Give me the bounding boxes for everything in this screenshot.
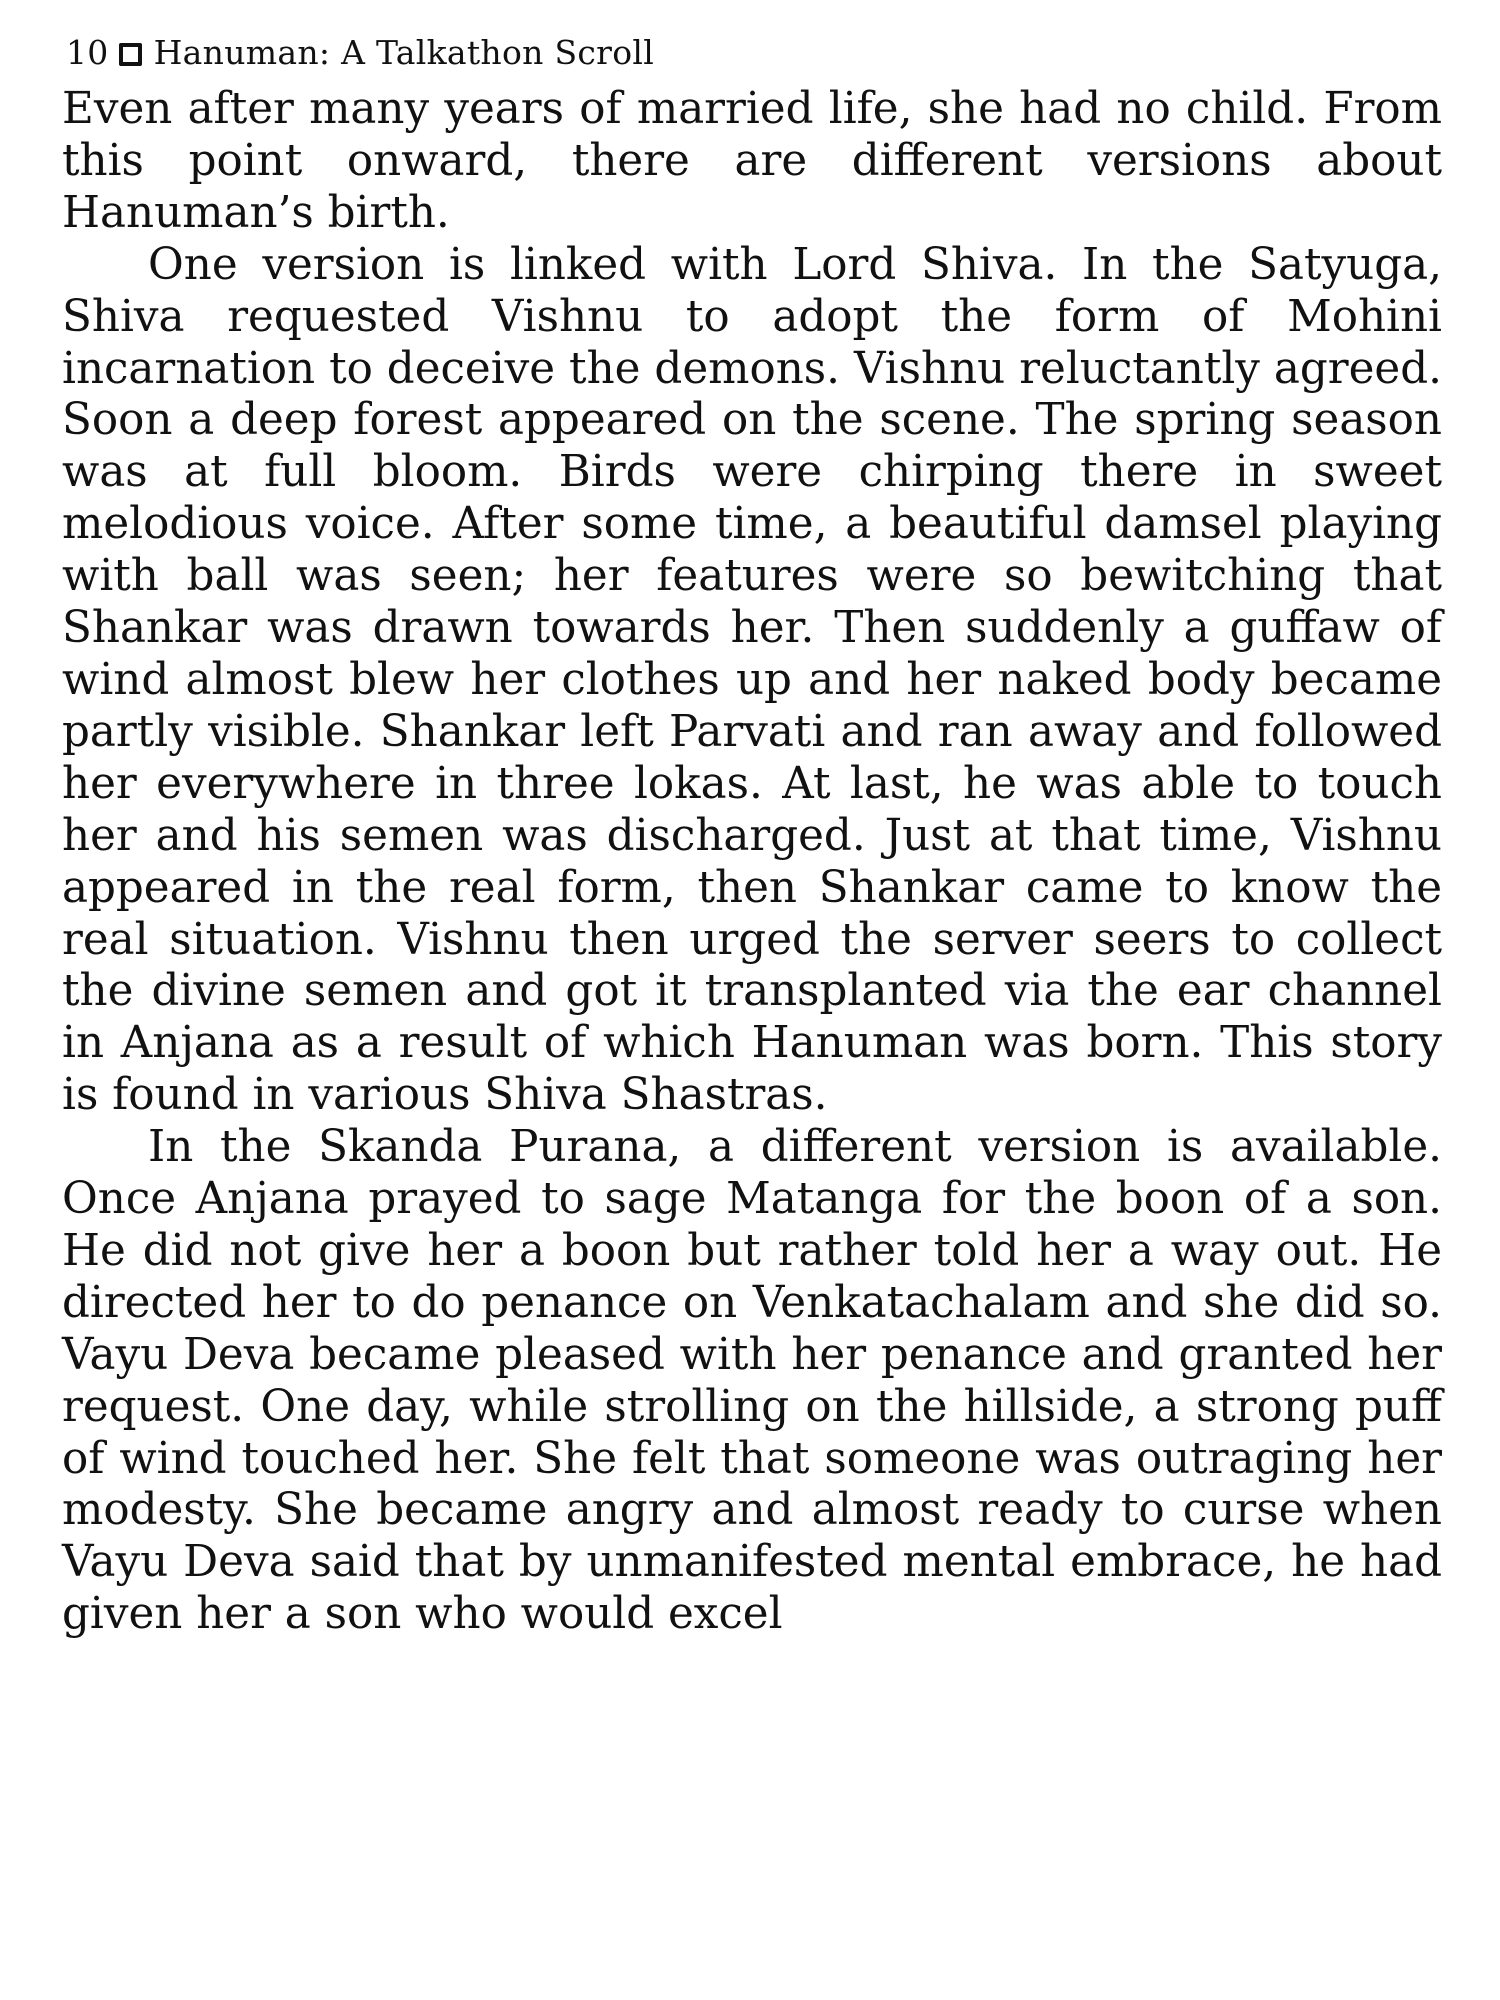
running-title: Hanuman: A Talkathon Scroll	[153, 33, 655, 72]
paragraph-3: In the Skanda Purana, a different version is available. Once Anjana prayed to sage Matanga for the boon of a son. He did not give her a boon but rather told her a way out. He directed her to do penance on Venkatachalam and she did so. Vayu Deva became pleased with her penance and granted her request. One day, while strolling on the hillside, a strong puff of wind touched her. She felt that someone was outraging her modesty. She became angry and almost ready to curse when Vayu Deva said that by unmanifested mental embrace, he had given her a son who would excel	[62, 1122, 1442, 1640]
paragraph-1: Even after many years of married life, she had no child. From this point onward, there are different versions about Hanuman’s birth.	[62, 84, 1442, 238]
running-head	[66, 30, 1442, 76]
square-box-icon	[119, 43, 142, 66]
page-number: 10	[66, 33, 109, 72]
paragraph-2: One version is linked with Lord Shiva. In the Satyuga, Shiva requested Vishnu to adopt the form of Mohini incarnation to deceive the demons. Vishnu reluctantly agreed. Soon a deep forest appeared on the scene. The spring season was at full bloom. Birds were chirping there in sweet melodious voice. After some time, a beautiful damsel playing with ball was seen; her features were so bewitching that Shankar was drawn towards her. Then suddenly a guffaw of wind almost blew her clothes up and her naked body became partly visible. Shankar left Parvati and ran away and followed her everywhere in three lokas. At last, he was able to touch her and his semen was discharged. Just at that time, Vishnu appeared in the real form, then Shankar came to know the real situation. Vishnu then urged the server seers to collect the divine semen and got it transplanted via the ear channel in Anjana as a result of which Hanuman was born. This story is found in various Shiva Shastras.	[62, 239, 1442, 1121]
body-text	[62, 84, 1442, 1641]
book-page	[62, 30, 1442, 1970]
